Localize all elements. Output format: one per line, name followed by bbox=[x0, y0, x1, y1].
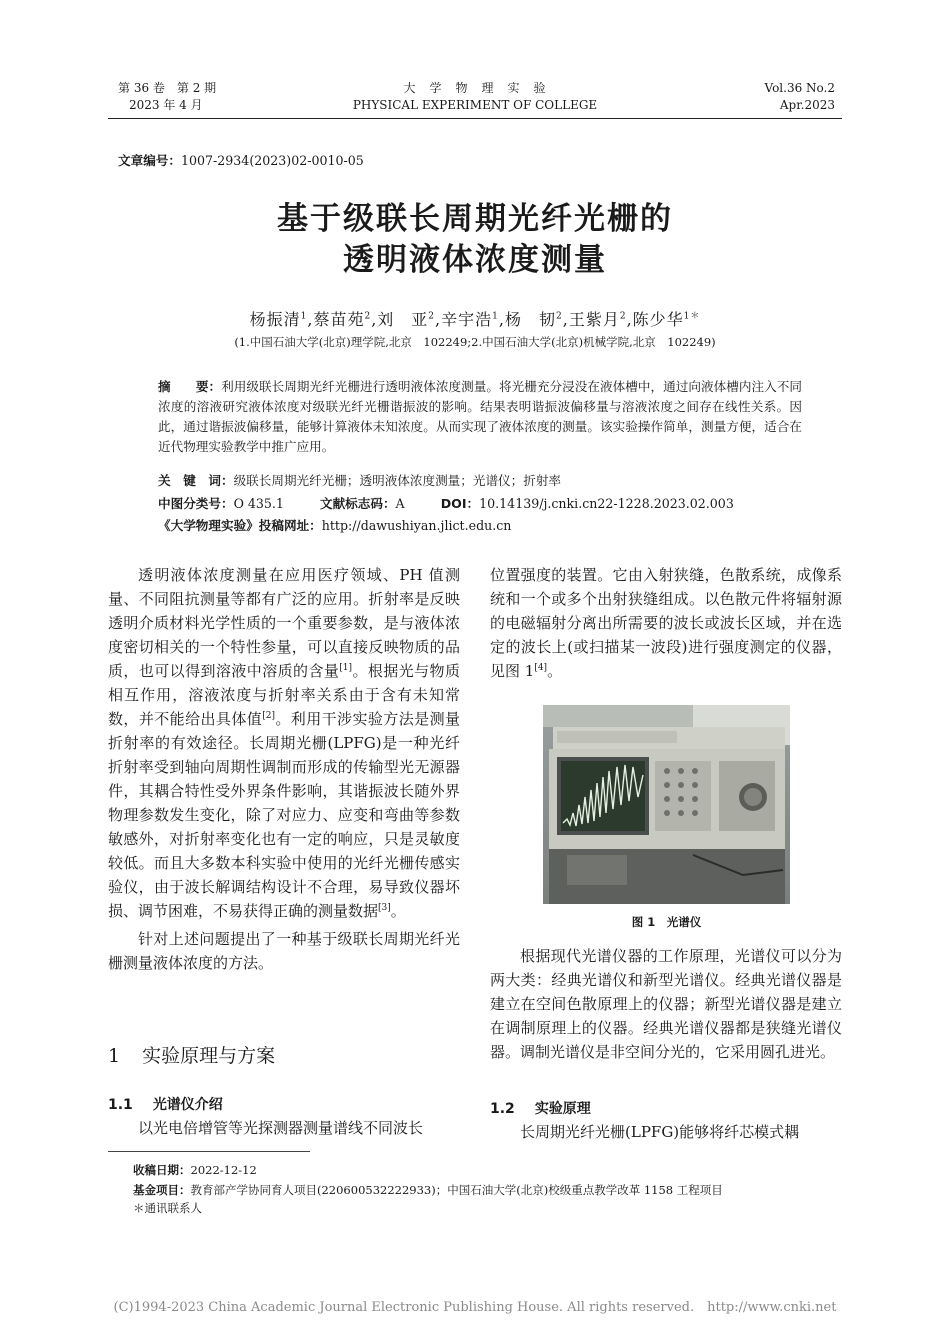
figure-1-caption: 图 1 光谱仪 bbox=[631, 915, 702, 929]
right-column-body bbox=[490, 563, 842, 683]
paragraph-spectrometer-start: 以光电倍增管等光探测器测量谱线不同波长 bbox=[138, 1119, 424, 1137]
author-affiliation-mark: 2 bbox=[619, 311, 627, 322]
corresponding-author: ＊通讯联系人 bbox=[133, 1201, 202, 1215]
article-number: 文章编号：1007-2934(2023)02-0010-05 bbox=[118, 153, 364, 168]
title-line-1: 基于级联长周期光纤光栅的 bbox=[277, 201, 673, 237]
title-line-2: 透明液体浓度测量 bbox=[343, 242, 607, 278]
author-name: 刘 亚 bbox=[377, 310, 429, 329]
author-affiliation-mark: 2 bbox=[555, 311, 563, 322]
author-affiliation-mark: 2 bbox=[428, 311, 436, 322]
received-date: 收稿日期：2022-12-12 bbox=[133, 1163, 257, 1177]
header-date: 2023 年 4 月 bbox=[129, 98, 203, 112]
author-name: 蔡苗苑 bbox=[313, 310, 365, 329]
header-rule bbox=[108, 118, 842, 119]
author-name: 陈少华 bbox=[632, 310, 684, 329]
paragraph-intro: 透明液体浓度测量在应用医疗领域、PH 值测量、不同阻抗测量等都有广泛的应用。折射率是反映透明介质材料光学性质的一个重要参数，是与液体浓度密切相关的一个特性参量，可以直接反映物质的品质，也可以得到溶液中溶质的含量[1]。根据光与物质相互作用，溶液浓度与折射率关系由于含有未知常数，并不能给出具体值[2]。利用干涉实验方法是测量折射率的有效途径。长周期光栅(LPFG)是一种光纤折射率受到轴向周期性调制而形成的传输型光无源器件，其耦合特性受外界条件影响，其谐振波长随外界物理参数发生变化，除了对应力、应变和弯曲等参数敏感外，对折射率变化也有一定的响应，只是灵敏度较低。而且大多数本科实验中使用的光纤光栅传感实验仪，由于波长解调结构设计不合理，易导致仪器坏损、调节困难，不易获得正确的测量数据[3]。 bbox=[108, 566, 460, 920]
spectrometer-illustration bbox=[543, 705, 790, 904]
classification-line: 中图分类号：O 435.1 文献标志码：A DOI：10.14139/j.cnki.cn22-1228.2023.02.003 bbox=[158, 496, 734, 511]
section-1-heading: 1 实验原理与方案 bbox=[108, 1045, 276, 1067]
keywords: 关 键 词：级联长周期光纤光栅；透明液体浓度测量；光谱仪；折射率 bbox=[158, 473, 561, 488]
left-column-body bbox=[108, 563, 460, 975]
journal-name-cn: 大 学 物 理 实 验 bbox=[403, 81, 547, 95]
author-name: 杨振清 bbox=[249, 310, 301, 329]
subsection-1-2-heading: 1.2 实验原理 bbox=[490, 1101, 591, 1117]
abstract-label: 摘 要： bbox=[158, 379, 222, 394]
fund-info: 基金项目：教育部产学协同育人项目(220600532222933)；中国石油大学(北京)校级重点教学改革 1158 工程项目 bbox=[133, 1183, 723, 1197]
author-name: 王紫月 bbox=[568, 310, 620, 329]
author-name: 杨 韧 bbox=[504, 310, 556, 329]
subsection-1-1-heading: 1.1 光谱仪介绍 bbox=[108, 1097, 223, 1113]
abstract-text: 利用级联长周期光纤光栅进行透明液体浓度测量。将光栅充分浸没在液体槽中，通过向液体槽内注入不同浓度的溶液研究液体浓度对级联光纤光栅谐振波的影响。结果表明谐振波偏移量与溶液浓度之间存在线性关系。因此，通过谐振波偏移量，能够计算液体未知浓度。从而实现了液体浓度的测量。该实验操作简单，测量方便，适合在近代物理实验教学中推广应用。 bbox=[158, 379, 803, 454]
abstract bbox=[158, 377, 802, 457]
author-list: 杨振清$^1$,蔡苗苑$^2$,刘 亚$^2$,辛宇浩$^1$,杨 韧$^2$,王紫月$^2$,陈少华$^{1*}$ bbox=[249, 310, 701, 329]
paragraph-proposal: 针对上述问题提出了一种基于级联长周期光纤光栅测量液体浓度的方法。 bbox=[108, 930, 460, 972]
author-name: 辛宇浩 bbox=[441, 310, 493, 329]
header-month: Apr.2023 bbox=[779, 98, 835, 112]
paragraph-lpfg-start: 长周期光纤光栅(LPFG)能够将纤芯模式耦 bbox=[520, 1123, 800, 1141]
journal-name-en: PHYSICAL EXPERIMENT OF COLLEGE bbox=[352, 98, 598, 112]
paragraph-spectrometer-types: 根据现代光谱仪器的工作原理，光谱仪可以分为两大类：经典光谱仪和新型光谱仪。经典光谱仪器是建立在空间色散原理上的仪器；新型光谱仪器是建立在调制原理上的仪器。经典光谱仪器都是狭缝光谱仪器。调制光谱仪是非空间分光的，它采用圆孔进光。 bbox=[490, 947, 842, 1061]
author-affiliation-mark: 1 bbox=[300, 311, 308, 322]
affiliations: (1.中国石油大学(北京)理学院,北京 102249;2.中国石油大学(北京)机械学院,北京 102249) bbox=[234, 335, 716, 349]
header-vol-no: Vol.36 No.2 bbox=[764, 81, 835, 95]
footnote-rule bbox=[108, 1151, 310, 1152]
author-affiliation-mark: 1＊ bbox=[683, 311, 701, 322]
header-volume: 第 36 卷 第 2 期 bbox=[118, 81, 217, 95]
figure-1-photo bbox=[543, 705, 790, 904]
author-affiliation-mark: 2 bbox=[364, 311, 372, 322]
author-affiliation-mark: 1 bbox=[492, 311, 499, 322]
copyright-notice: (C)1994-2023 China Academic Journal Electronic Publishing House. All rights reserved. http://www.cnki.net bbox=[113, 1300, 837, 1315]
submission-url: 《大学物理实验》投稿网址：http://dawushiyan.jlict.edu.cn bbox=[158, 518, 512, 533]
paragraph-spectrometer-cont: 位置强度的装置。它由入射狭缝，色散系统，成像系统和一个或多个出射狭缝组成。以色散元件将辐射源的电磁辐射分离出所需要的波长或波长区域，并在选定的波长上(或扫描某一波段)进行强度测定的仪器，见图 1[4]。 bbox=[490, 566, 842, 680]
